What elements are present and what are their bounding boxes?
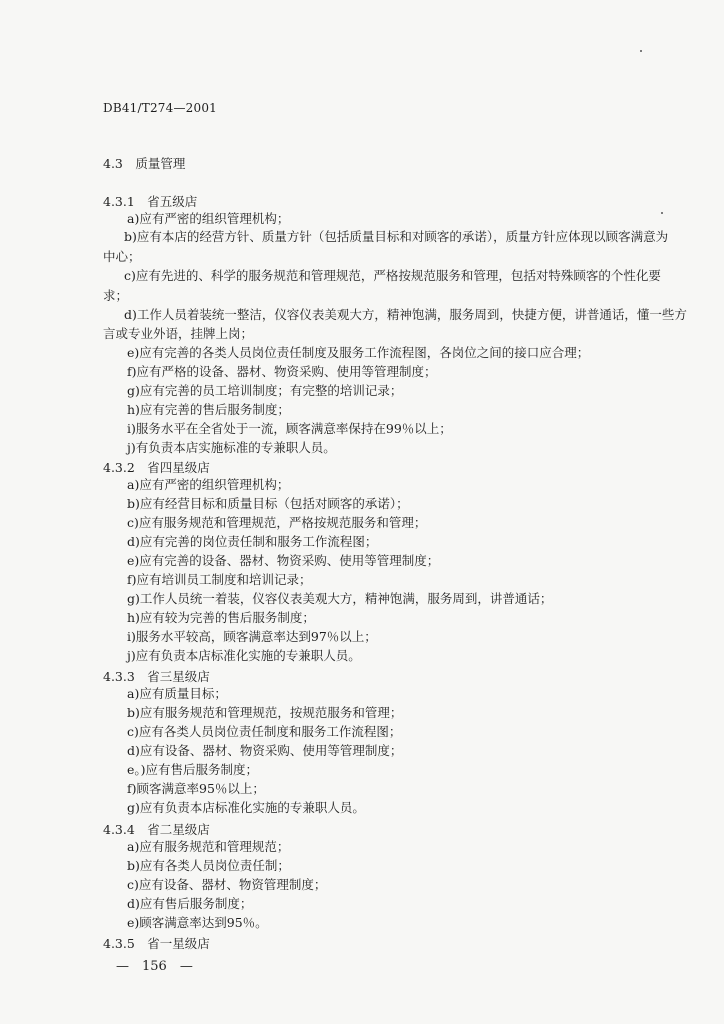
- three-star-item: d)应有设备、器材、物资采购、使用等管理制度；: [127, 743, 403, 758]
- section-title: 4.3 质量管理: [103, 156, 186, 171]
- scan-speck: [640, 50, 642, 52]
- five-star-item: a)应有严密的组织管理机构；: [127, 211, 290, 226]
- five-star-item-cont: 中心；: [103, 249, 141, 264]
- three-star-item: a)应有质量目标；: [127, 686, 227, 701]
- standard-code-header: DB41/T274—2001: [103, 101, 217, 115]
- five-star-item: c)应有先进的、科学的服务规范和管理规范，严格按规范服务和管理，包括对特殊顾客的个性化要: [124, 268, 661, 283]
- three-star-item: g)应有负责本店标准化实施的专兼职人员。: [127, 800, 365, 815]
- page-number: — 156 —: [116, 959, 193, 974]
- five-star-item: d)工作人员着装统一整洁，仪容仪表美观大方，精神饱满，服务周到，快捷方便，讲普通话，懂一些方: [124, 307, 687, 322]
- two-star-item: e)顾客满意率达到95％。: [127, 915, 268, 930]
- two-star-item: a)应有服务规范和管理规范；: [127, 839, 290, 854]
- four-star-item: g)工作人员统一着装，仪容仪表美观大方，精神饱满，服务周到，讲普通话；: [127, 591, 553, 606]
- one-star-heading: 4.3.5 省一星级店: [103, 936, 210, 951]
- four-star-item: d)应有完善的岗位责任制和服务工作流程图；: [127, 534, 378, 549]
- five-star-heading: 4.3.1 省五级店: [103, 194, 198, 209]
- two-star-item: d)应有售后服务制度；: [127, 896, 253, 911]
- five-star-item: f)应有严格的设备、器材、物资采购、使用等管理制度；: [127, 364, 437, 379]
- two-star-heading: 4.3.4 省二星级店: [103, 822, 210, 837]
- four-star-heading: 4.3.2 省四星级店: [103, 460, 210, 475]
- four-star-item: h)应有较为完善的售后服务制度；: [127, 610, 315, 625]
- three-star-item: e。)应有售后服务制度；: [127, 762, 259, 777]
- three-star-heading: 4.3.3 省三星级店: [103, 669, 210, 684]
- five-star-item: j)有负责本店实施标准的专兼职人员。: [127, 440, 336, 455]
- five-star-item: i)服务水平在全省处于一流，顾客满意率保持在99％以上；: [127, 421, 452, 436]
- four-star-item: e)应有完善的设备、器材、物资采购、使用等管理制度；: [127, 553, 440, 568]
- three-star-item: f)顾客满意率95％以上；: [127, 781, 265, 796]
- four-star-item: b)应有经营目标和质量目标（包括对顾客的承诺）；: [127, 496, 409, 511]
- four-star-item: a)应有严密的组织管理机构；: [127, 477, 290, 492]
- three-star-item: b)应有服务规范和管理规范，按规范服务和管理；: [127, 705, 403, 720]
- four-star-item: i)服务水平较高，顾客满意率达到97％以上；: [127, 629, 377, 644]
- four-star-item: j)应有负责本店标准化实施的专兼职人员。: [127, 648, 361, 663]
- scan-speck: [661, 212, 663, 214]
- two-star-item: c)应有设备、器材、物资管理制度；: [127, 877, 327, 892]
- two-star-item: b)应有各类人员岗位责任制；: [127, 858, 290, 873]
- five-star-item: e)应有完善的各类人员岗位责任制度及服务工作流程图，各岗位之间的接口应合理；: [127, 345, 590, 360]
- five-star-item-cont: 言或专业外语，挂牌上岗；: [103, 326, 254, 341]
- five-star-item: h)应有完善的售后服务制度；: [127, 402, 290, 417]
- five-star-item-cont: 求；: [103, 288, 129, 303]
- five-star-item: g)应有完善的员工培训制度；有完整的培训记录；: [127, 383, 403, 398]
- four-star-item: f)应有培训员工制度和培训记录；: [127, 572, 312, 587]
- three-star-item: c)应有各类人员岗位责任制度和服务工作流程图；: [127, 724, 402, 739]
- five-star-item: b)应有本店的经营方针、质量方针（包括质量目标和对顾客的承诺），质量方针应体现以顾客满意为: [124, 229, 669, 244]
- four-star-item: c)应有服务规范和管理规范，严格按规范服务和管理；: [127, 515, 427, 530]
